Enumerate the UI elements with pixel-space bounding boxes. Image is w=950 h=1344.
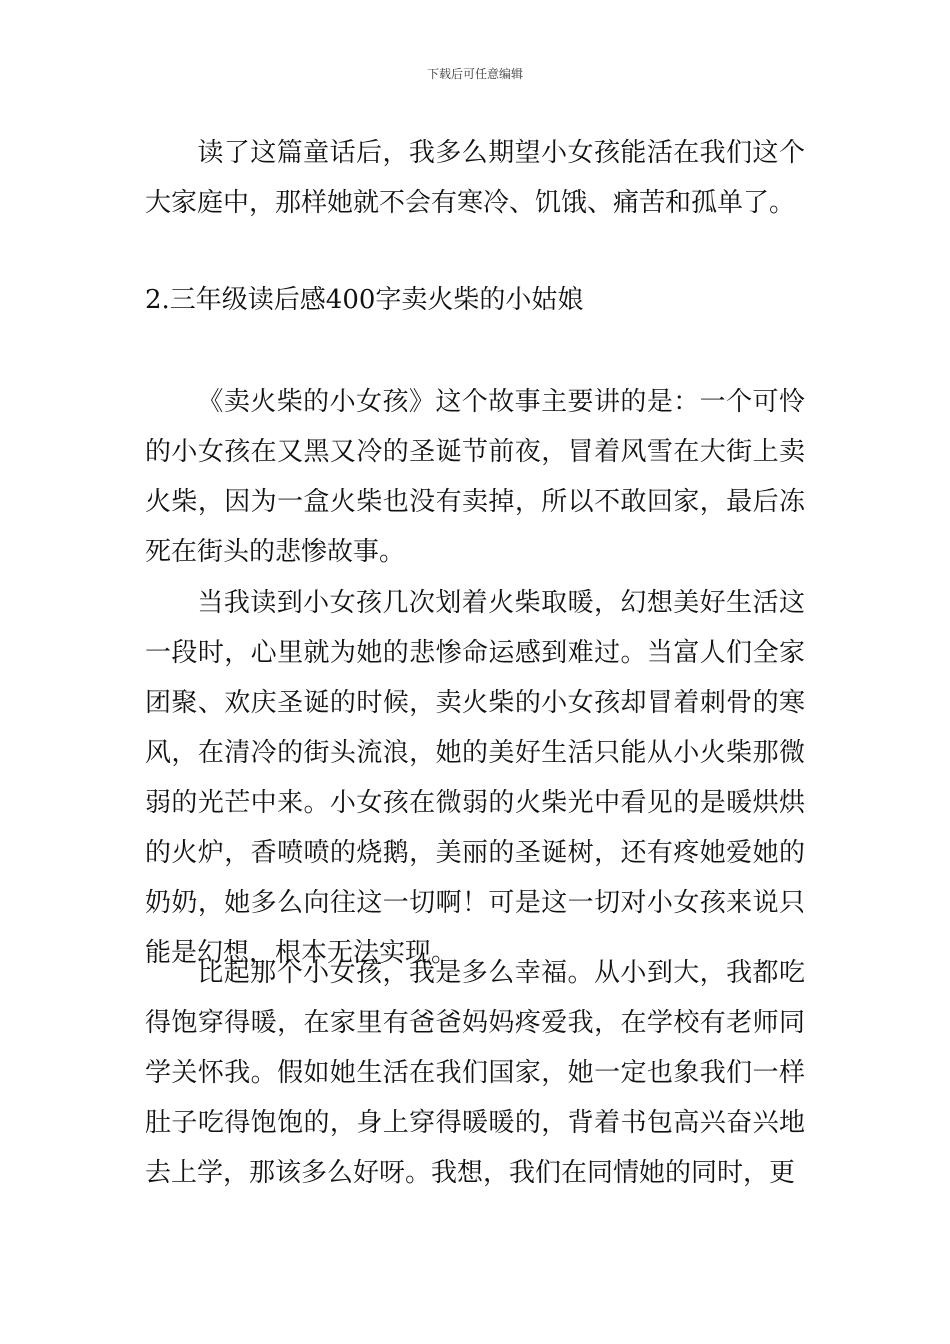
paragraph-2-text: 《卖火柴的小女孩》这个故事主要讲的是：一个可怜的小女孩在又黑又冷的圣诞节前夜，冒着风雪在大街上卖火柴，因为一盒火柴也没有卖掉，所以不敢回家，最后冻死在街头的悲惨故事。 [145, 387, 805, 567]
paragraph-3-text: 当我读到小女孩几次划着火柴取暖，幻想美好生活这一段时，心里就为她的悲惨命运感到难过。当富人们全家团聚、欢庆圣诞的时候，卖火柴的小女孩却冒着刺骨的寒风，在清冷的街头流浪，她的美好生活只能从小火柴那微弱的光芒中来。小女孩在微弱的火柴光中看见的是暖烘烘的火炉，香喷喷的烧鹅，美丽的圣诞树，还有疼她爱她的奶奶，她多么向往这一切啊！可是这一切对小女孩来说只能是幻想，根本无法实现。 [145, 588, 805, 968]
paragraph-4 [145, 948, 805, 1198]
paragraph-1-text: 读了这篇童话后，我多么期望小女孩能活在我们这个大家庭中，那样她就不会有寒冷、饥饿、痛苦和孤单了。 [145, 138, 805, 218]
paragraph-3 [145, 578, 805, 978]
paragraph-2 [145, 377, 805, 577]
page-header: 下载后可任意编辑 [426, 67, 523, 81]
section-title: 2.三年级读后感400字卖火柴的小姑娘 [145, 285, 584, 315]
paragraph-1 [145, 128, 805, 228]
paragraph-4-text: 比起那个小女孩，我是多么幸福。从小到大，我都吃得饱穿得暖，在家里有爸爸妈妈疼爱我，在学校有老师同学关怀我。假如她生活在我们国家，她一定也象我们一样肚子吃得饱饱的，身上穿得暖暖的，背着书包高兴奋兴地去上学，那该多么好呀。我想，我们在同情她的同时，更 [145, 958, 805, 1188]
